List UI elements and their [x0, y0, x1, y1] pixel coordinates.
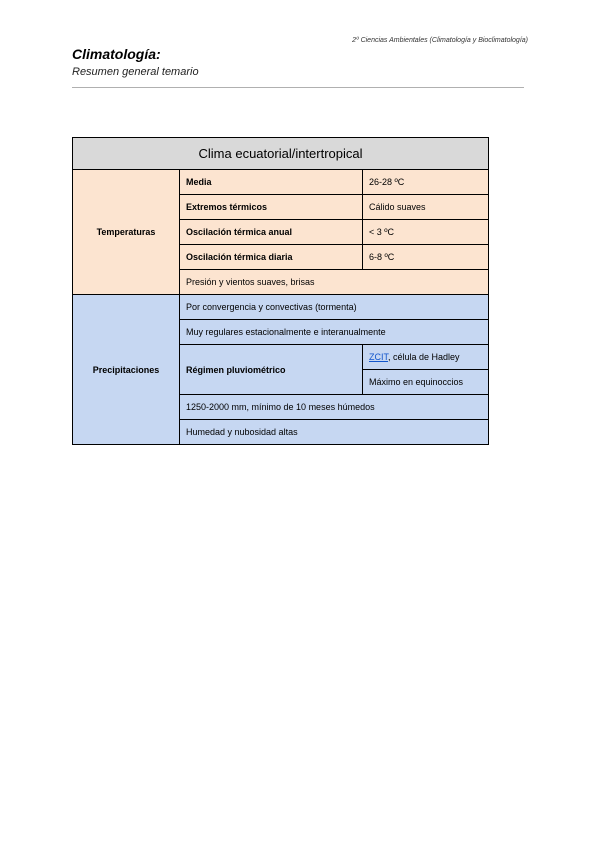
zcit-link[interactable]: ZCIT — [369, 352, 388, 362]
table-title: Clima ecuatorial/intertropical — [73, 138, 489, 170]
row-note: Presión y vientos suaves, brisas — [180, 270, 489, 295]
regimen-value-2: Máximo en equinoccios — [363, 370, 489, 395]
header-divider — [72, 87, 524, 88]
row-text: 1250-2000 mm, mínimo de 10 meses húmedos — [180, 395, 489, 420]
row-label: Media — [180, 170, 363, 195]
table-row — [73, 170, 489, 195]
climate-table — [72, 137, 489, 445]
row-label: Oscilación térmica diaria — [180, 245, 363, 270]
row-text: Por convergencia y convectivas (tormenta) — [180, 295, 489, 320]
row-label: Extremos térmicos — [180, 195, 363, 220]
group-precipitaciones: Precipitaciones — [73, 295, 180, 445]
row-value: 6-8 ºC — [363, 245, 489, 270]
row-value: Cálido suaves — [363, 195, 489, 220]
row-text: Humedad y nubosidad altas — [180, 420, 489, 445]
group-temperaturas: Temperaturas — [73, 170, 180, 295]
table-row — [73, 295, 489, 320]
row-value: 26-28 ºC — [363, 170, 489, 195]
regimen-value-1 — [363, 345, 489, 370]
regimen-label: Régimen pluviométrico — [180, 345, 363, 395]
row-value: < 3 ºC — [363, 220, 489, 245]
document-subtitle: Resumen general temario — [72, 66, 199, 78]
row-label: Oscilación térmica anual — [180, 220, 363, 245]
document-title: Climatología: — [72, 46, 161, 62]
course-header: 2º Ciencias Ambientales (Climatología y Bioclimatología) — [352, 37, 528, 44]
regimen-value-1-text: , célula de Hadley — [388, 352, 460, 362]
row-text: Muy regulares estacionalmente e interanualmente — [180, 320, 489, 345]
